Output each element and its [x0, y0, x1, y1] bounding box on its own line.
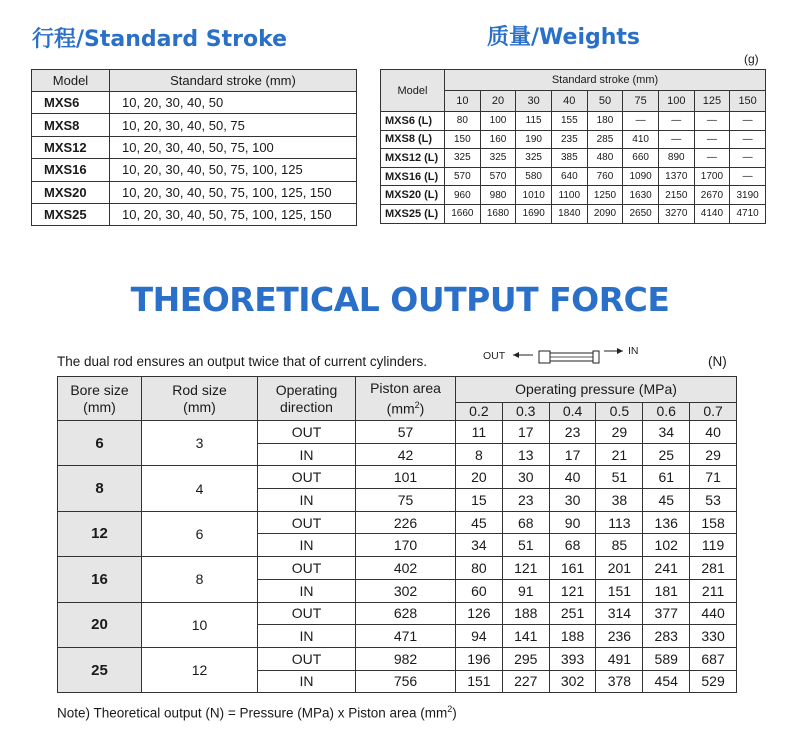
out-arrow-head [513, 352, 519, 358]
force-value: 529 [690, 670, 737, 693]
piston-area: 75 [356, 489, 456, 512]
operating-direction: OUT [258, 647, 356, 670]
pressure-header: 0.3 [502, 403, 549, 421]
rod-size: 6 [142, 511, 258, 556]
stroke-model: MXS12 [32, 136, 110, 158]
piston-area: 302 [356, 579, 456, 602]
operating-direction: OUT [258, 421, 356, 444]
operating-direction: IN [258, 534, 356, 557]
force-value: 25 [643, 443, 690, 466]
weights-model: MXS12 (L) [381, 149, 445, 168]
weight-value: 2150 [658, 186, 694, 205]
weights-model: MXS8 (L) [381, 130, 445, 149]
weight-value: — [730, 130, 766, 149]
force-value: 241 [643, 557, 690, 580]
stroke-row [32, 92, 357, 114]
weight-value: 325 [445, 149, 481, 168]
force-value: 45 [643, 489, 690, 512]
force-value: 314 [596, 602, 643, 625]
weight-value: 385 [551, 149, 587, 168]
weight-value: 960 [445, 186, 481, 205]
force-value: 53 [690, 489, 737, 512]
weight-value: — [694, 149, 730, 168]
force-value: 102 [643, 534, 690, 557]
force-row [58, 421, 737, 444]
operating-direction: OUT [258, 602, 356, 625]
weights-row [381, 167, 766, 186]
bore-size: 6 [58, 421, 142, 466]
piston-area: 628 [356, 602, 456, 625]
force-value: 330 [690, 625, 737, 648]
operating-direction: IN [258, 670, 356, 693]
weights-row [381, 186, 766, 205]
weights-row [381, 130, 766, 149]
rod-size: 8 [142, 557, 258, 602]
stroke-model: MXS20 [32, 181, 110, 203]
force-value: 21 [596, 443, 643, 466]
force-value: 151 [456, 670, 503, 693]
weight-value: 2670 [694, 186, 730, 205]
force-value: 34 [456, 534, 503, 557]
piston-area: 57 [356, 421, 456, 444]
stroke-model: MXS6 [32, 92, 110, 114]
force-value: 23 [549, 421, 596, 444]
force-value: 23 [502, 489, 549, 512]
weight-value: 660 [623, 149, 659, 168]
force-value: 68 [549, 534, 596, 557]
force-value: 90 [549, 511, 596, 534]
stroke-row [32, 181, 357, 203]
force-value: 119 [690, 534, 737, 557]
weights-section-title: 质量/Weights [487, 25, 641, 50]
weight-value: 640 [551, 167, 587, 186]
stroke-values: 10, 20, 30, 40, 50, 75, 100, 125, 150 [110, 181, 357, 203]
weights-model: MXS20 (L) [381, 186, 445, 205]
force-value: 11 [456, 421, 503, 444]
piston-area: 402 [356, 557, 456, 580]
weight-value: 190 [516, 130, 552, 149]
force-value: 295 [502, 647, 549, 670]
weights-stroke-header: 10 [445, 91, 481, 112]
bore-size: 8 [58, 466, 142, 511]
force-value: 40 [690, 421, 737, 444]
weight-value: 980 [480, 186, 516, 205]
force-value: 80 [456, 557, 503, 580]
piston-area: 471 [356, 625, 456, 648]
stroke-table-body [32, 92, 357, 226]
force-value: 141 [502, 625, 549, 648]
force-value: 491 [596, 647, 643, 670]
stroke-header-model: Model [32, 70, 110, 92]
rod-size: 12 [142, 647, 258, 692]
piston-area: 226 [356, 511, 456, 534]
dual-rod-note: The dual rod ensures an output twice that of current cylinders. [57, 354, 427, 369]
pressure-header: 0.7 [690, 403, 737, 421]
force-value: 29 [596, 421, 643, 444]
force-value: 126 [456, 602, 503, 625]
weight-value: 325 [516, 149, 552, 168]
weight-value: 150 [445, 130, 481, 149]
weight-value: 1690 [516, 204, 552, 223]
operating-direction: OUT [258, 511, 356, 534]
force-value: 589 [643, 647, 690, 670]
weights-stroke-header: 30 [516, 91, 552, 112]
operating-direction: OUT [258, 466, 356, 489]
weights-row [381, 112, 766, 131]
weight-value: — [730, 149, 766, 168]
force-value: 302 [549, 670, 596, 693]
weights-table-body [381, 112, 766, 224]
weight-value: 160 [480, 130, 516, 149]
weight-value: — [694, 112, 730, 131]
weight-value: — [730, 112, 766, 131]
operating-direction: IN [258, 489, 356, 512]
weight-value: 1660 [445, 204, 481, 223]
weights-stroke-header: 75 [623, 91, 659, 112]
piston-area: 42 [356, 443, 456, 466]
force-value: 71 [690, 466, 737, 489]
stroke-row [32, 114, 357, 136]
weights-stroke-header: 40 [551, 91, 587, 112]
force-value: 91 [502, 579, 549, 602]
weight-value: 115 [516, 112, 552, 131]
weight-value: 760 [587, 167, 623, 186]
weights-row [381, 149, 766, 168]
weight-value: 580 [516, 167, 552, 186]
force-table-body [58, 421, 737, 693]
header-piston-area: Piston area $(mm^2)$ [356, 377, 456, 421]
weight-value: 1090 [623, 167, 659, 186]
weights-stroke-header: 20 [480, 91, 516, 112]
force-value: 687 [690, 647, 737, 670]
weight-value: — [623, 112, 659, 131]
force-value: 378 [596, 670, 643, 693]
force-value: 158 [690, 511, 737, 534]
piston-area: 101 [356, 466, 456, 489]
force-value: 113 [596, 511, 643, 534]
weight-value: — [658, 112, 694, 131]
force-unit-label: (N) [708, 354, 727, 369]
pressure-header: 0.5 [596, 403, 643, 421]
force-value: 17 [549, 443, 596, 466]
weight-value: 235 [551, 130, 587, 149]
weights-unit-label: (g) [744, 52, 759, 66]
force-row [58, 466, 737, 489]
force-value: 13 [502, 443, 549, 466]
weight-value: 570 [445, 167, 481, 186]
operating-direction: IN [258, 625, 356, 648]
weight-value: 2650 [623, 204, 659, 223]
rod-size: 3 [142, 421, 258, 466]
force-value: 15 [456, 489, 503, 512]
force-row [58, 647, 737, 670]
operating-direction: IN [258, 579, 356, 602]
weight-value: 1630 [623, 186, 659, 205]
weights-model: MXS25 (L) [381, 204, 445, 223]
force-value: 181 [643, 579, 690, 602]
weight-value: 100 [480, 112, 516, 131]
force-value: 29 [690, 443, 737, 466]
force-value: 8 [456, 443, 503, 466]
weights-header-model: Model [381, 70, 445, 112]
weight-value: 4140 [694, 204, 730, 223]
weight-value: 3190 [730, 186, 766, 205]
stroke-row [32, 159, 357, 181]
weight-value: — [694, 130, 730, 149]
force-heading: THEORETICAL OUTPUT FORCE [130, 280, 670, 319]
cylinder-rod-end [593, 351, 599, 363]
weights-stroke-header: 50 [587, 91, 623, 112]
operating-direction: OUT [258, 557, 356, 580]
weights-row [381, 204, 766, 223]
stroke-row [32, 203, 357, 225]
force-value: 454 [643, 670, 690, 693]
weight-value: — [730, 167, 766, 186]
stroke-values: 10, 20, 30, 40, 50, 75, 100 [110, 136, 357, 158]
weight-value: 285 [587, 130, 623, 149]
piston-area: 170 [356, 534, 456, 557]
force-value: 38 [596, 489, 643, 512]
bore-size: 20 [58, 602, 142, 647]
force-value: 393 [549, 647, 596, 670]
weight-value: 570 [480, 167, 516, 186]
weight-value: 4710 [730, 204, 766, 223]
force-value: 20 [456, 466, 503, 489]
force-value: 201 [596, 557, 643, 580]
stroke-values: 10, 20, 30, 40, 50, 75, 100, 125 [110, 159, 357, 181]
diagram-in-label: IN [628, 345, 639, 357]
force-value: 236 [596, 625, 643, 648]
cylinder-end-cap [539, 351, 550, 363]
weight-value: 1700 [694, 167, 730, 186]
weight-value: 3270 [658, 204, 694, 223]
bore-size: 12 [58, 511, 142, 556]
force-value: 121 [502, 557, 549, 580]
pressure-header: 0.2 [456, 403, 503, 421]
force-value: 161 [549, 557, 596, 580]
stroke-model: MXS16 [32, 159, 110, 181]
weight-value: 2090 [587, 204, 623, 223]
rod-size: 10 [142, 602, 258, 647]
weight-value: 1370 [658, 167, 694, 186]
weight-value: 180 [587, 112, 623, 131]
bore-size: 16 [58, 557, 142, 602]
weight-value: 1250 [587, 186, 623, 205]
in-arrow-head [617, 348, 623, 354]
force-value: 136 [643, 511, 690, 534]
pressure-header: 0.6 [643, 403, 690, 421]
stroke-values: 10, 20, 30, 40, 50, 75 [110, 114, 357, 136]
weights-model: MXS6 (L) [381, 112, 445, 131]
weight-value: 155 [551, 112, 587, 131]
force-value: 251 [549, 602, 596, 625]
force-value: 188 [549, 625, 596, 648]
standard-stroke-table [31, 69, 357, 226]
weight-value: — [658, 130, 694, 149]
force-value: 45 [456, 511, 503, 534]
force-value: 440 [690, 602, 737, 625]
weight-value: 325 [480, 149, 516, 168]
force-value: 94 [456, 625, 503, 648]
bore-size: 25 [58, 647, 142, 692]
force-value: 61 [643, 466, 690, 489]
weight-value: 890 [658, 149, 694, 168]
weights-header-stroke: Standard stroke (mm) [445, 70, 766, 91]
force-value: 51 [596, 466, 643, 489]
force-value: 151 [596, 579, 643, 602]
piston-area: 756 [356, 670, 456, 693]
weight-value: 1010 [516, 186, 552, 205]
weight-value: 480 [587, 149, 623, 168]
stroke-section-title: 行程/Standard Stroke [32, 27, 288, 52]
weight-value: 1840 [551, 204, 587, 223]
header-rod-size: Rod size (mm) [142, 377, 258, 421]
force-value: 34 [643, 421, 690, 444]
force-value: 17 [502, 421, 549, 444]
force-value: 85 [596, 534, 643, 557]
force-value: 281 [690, 557, 737, 580]
force-value: 40 [549, 466, 596, 489]
weight-value: 1680 [480, 204, 516, 223]
force-value: 377 [643, 602, 690, 625]
stroke-header-stroke: Standard stroke (mm) [110, 70, 357, 92]
output-force-table [57, 376, 737, 693]
force-row [58, 602, 737, 625]
weight-value: 410 [623, 130, 659, 149]
footnote: Note) Theoretical output (N) = Pressure (MPa) x Piston area $(mm^2)$ [57, 704, 457, 721]
weights-stroke-header: 150 [730, 91, 766, 112]
force-value: 121 [549, 579, 596, 602]
operating-direction: IN [258, 443, 356, 466]
pressure-header: 0.4 [549, 403, 596, 421]
force-value: 30 [549, 489, 596, 512]
stroke-values: 10, 20, 30, 40, 50, 75, 100, 125, 150 [110, 203, 357, 225]
stroke-model: MXS25 [32, 203, 110, 225]
weights-table [380, 69, 766, 224]
force-value: 188 [502, 602, 549, 625]
stroke-row [32, 136, 357, 158]
header-operating-pressure: Operating pressure (MPa) [456, 377, 737, 403]
piston-area: 982 [356, 647, 456, 670]
weights-stroke-header: 100 [658, 91, 694, 112]
force-value: 211 [690, 579, 737, 602]
force-row [58, 511, 737, 534]
force-row [58, 557, 737, 580]
header-operating-direction: Operating direction [258, 377, 356, 421]
force-value: 196 [456, 647, 503, 670]
diagram-out-label: OUT [483, 350, 506, 362]
force-value: 227 [502, 670, 549, 693]
force-value: 30 [502, 466, 549, 489]
force-value: 68 [502, 511, 549, 534]
force-value: 283 [643, 625, 690, 648]
header-bore-size: Bore size (mm) [58, 377, 142, 421]
weight-value: 80 [445, 112, 481, 131]
force-value: 60 [456, 579, 503, 602]
force-value: 51 [502, 534, 549, 557]
stroke-model: MXS8 [32, 114, 110, 136]
weights-model: MXS16 (L) [381, 167, 445, 186]
stroke-values: 10, 20, 30, 40, 50 [110, 92, 357, 114]
weight-value: 1100 [551, 186, 587, 205]
weights-stroke-header: 125 [694, 91, 730, 112]
rod-size: 4 [142, 466, 258, 511]
cylinder-direction-diagram [483, 342, 653, 370]
